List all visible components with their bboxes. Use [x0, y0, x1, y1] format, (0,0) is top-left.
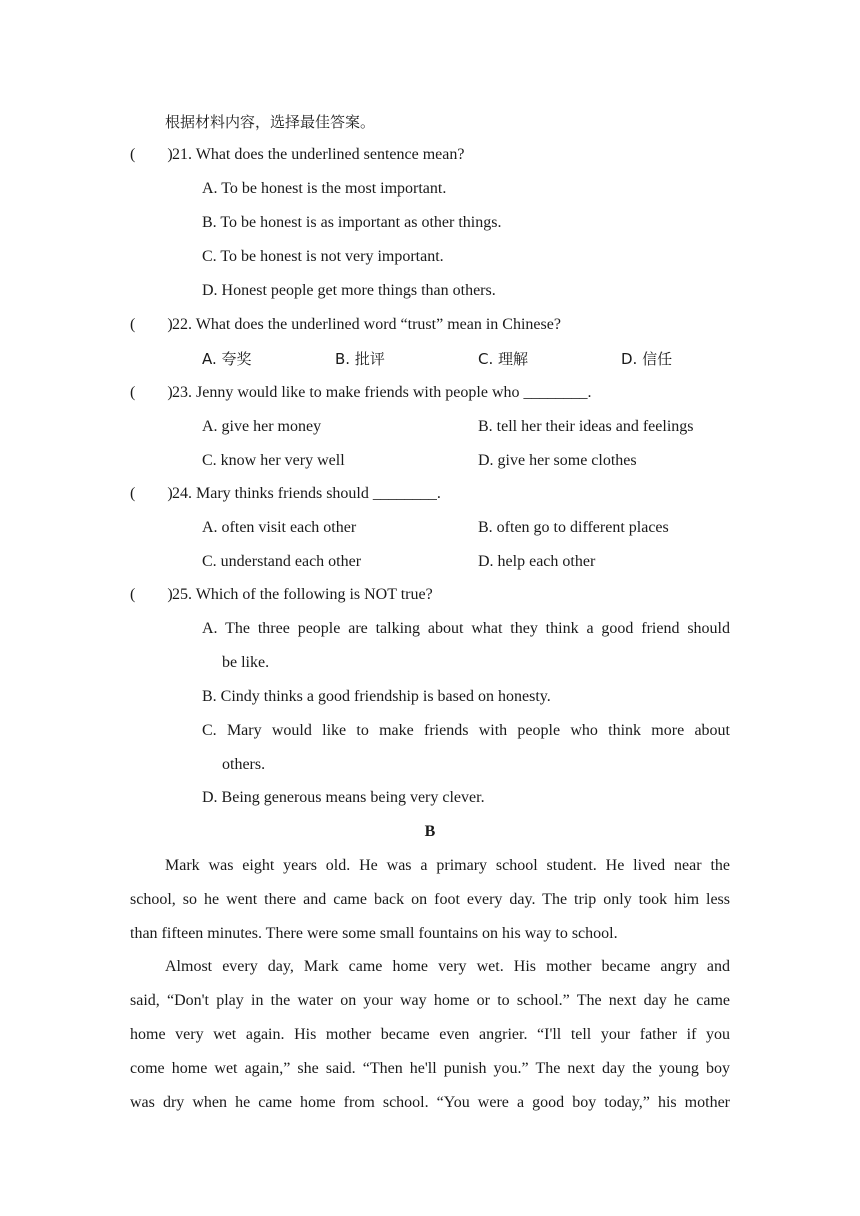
passage-line: said, “Don't play in the water on your way home or to school.” The next day he came	[130, 992, 730, 1009]
question-text: 23. Jenny would like to make friends with people who ________.	[172, 384, 592, 401]
option-22-b: B. 批评	[335, 350, 385, 368]
option-23-c: C. know her very well	[202, 452, 345, 469]
passage-paragraph-2	[130, 950, 730, 1120]
instruction-text: 根据材料内容，选择最佳答案。	[165, 113, 376, 131]
question-23	[130, 376, 592, 410]
option-22-d: D. 信任	[621, 350, 673, 368]
question-text: 24. Mary thinks friends should ________.	[172, 485, 441, 502]
option-21-d: D. Honest people get more things than others.	[202, 282, 496, 299]
option-23-a: A. give her money	[202, 418, 322, 435]
answer-blank[interactable]: ( )	[130, 316, 173, 333]
option-25-b: B. Cindy thinks a good friendship is based on honesty.	[202, 688, 551, 705]
question-25	[130, 578, 433, 612]
option-25-c-line2: others.	[222, 756, 266, 773]
option-23-b: B. tell her their ideas and feelings	[478, 418, 694, 435]
passage-line: school, so he went there and came back on foot every day. The trip only took him less	[130, 891, 730, 908]
passage-line: Almost every day, Mark came home very wet. His mother became angry and	[165, 958, 730, 975]
answer-blank[interactable]: ( )	[130, 384, 173, 401]
passage-paragraph-1	[130, 849, 730, 951]
passage-line: come home wet again,” she said. “Then he'll punish you.” The next day the young boy	[130, 1060, 730, 1077]
option-22-a: A. 夸奖	[202, 350, 252, 368]
option-24-c: C. understand each other	[202, 553, 362, 570]
answer-blank[interactable]: ( )	[130, 146, 173, 163]
option-25-a	[202, 612, 730, 680]
option-24-d: D. help each other	[478, 553, 596, 570]
option-24-b: B. often go to different places	[478, 519, 669, 536]
question-24	[130, 477, 441, 511]
section-title: B	[424, 823, 436, 840]
question-21	[130, 138, 464, 172]
option-21-c: C. To be honest is not very important.	[202, 248, 444, 265]
option-25-a-line2: be like.	[222, 654, 270, 671]
passage-line: Mark was eight years old. He was a primary school student. He lived near the	[165, 857, 730, 874]
option-24-a: A. often visit each other	[202, 519, 357, 536]
options-22	[202, 342, 702, 376]
answer-blank[interactable]: ( )	[130, 586, 173, 603]
passage-line: home very wet again. His mother became even angrier. “I'll tell your father if you	[130, 1026, 730, 1043]
option-21-a: A. To be honest is the most important.	[202, 180, 447, 197]
answer-blank[interactable]: ( )	[130, 485, 173, 502]
option-25-a-line1: A. The three people are talking about what they think a good friend should	[202, 620, 730, 637]
question-text: 21. What does the underlined sentence mean?	[172, 146, 465, 163]
option-22-c: C. 理解	[478, 350, 529, 368]
option-21-b: B. To be honest is as important as other things.	[202, 214, 502, 231]
option-23-d: D. give her some clothes	[478, 452, 637, 469]
option-25-c	[202, 714, 730, 782]
question-text: 25. Which of the following is NOT true?	[172, 586, 433, 603]
option-25-d: D. Being generous means being very clever.	[202, 789, 485, 806]
question-text: 22. What does the underlined word “trust” mean in Chinese?	[172, 316, 561, 333]
question-22	[130, 308, 561, 342]
passage-line: than fifteen minutes. There were some small fountains on his way to school.	[130, 925, 618, 942]
passage-line: was dry when he came home from school. “You were a good boy today,” his mother	[130, 1094, 730, 1111]
option-25-c-line1: C. Mary would like to make friends with people who think more about	[202, 722, 730, 739]
